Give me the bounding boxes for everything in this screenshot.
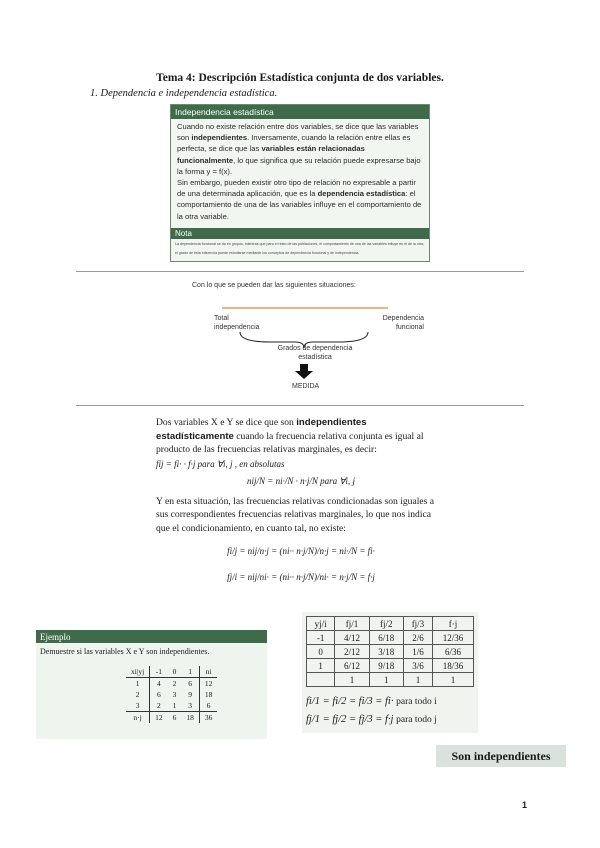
definition-paragraph-1: Cuando no existe relación entre dos variables, se dice que las variables son independientes. Inversamente, cuando la relación entre ellas es perfecta, se dice que las variables están relacionadas funcionalmente, lo que significa que su relación puede expresarse bajo la forma y = f(x). (177, 122, 421, 176)
table-cell: fj/3 (403, 617, 432, 631)
table-cell: 6 (150, 689, 168, 700)
table-cell: -1 (150, 666, 168, 678)
divider-bottom (76, 405, 524, 406)
table-cell: 1 (432, 673, 473, 687)
conditional-equality-i: fi/1 = fi/2 = fi/3 = fi· para todo i (306, 696, 437, 707)
diagram-intro: Con lo que se pueden dar las siguientes situaciones: (192, 282, 356, 289)
table-row (307, 631, 474, 645)
formula-fj-given-i: fj/i = nij/ni· = (ni·· n·j/N)/ni· = n·j/N = f·j (227, 571, 375, 582)
conditional-paragraph: Y en esta situación, las frecuencias relativas condicionadas son iguales a sus correspondientes frecuencias relativas marginales, lo que nos indica que el condicionamiento, en cuanto tal, no existe: (156, 495, 435, 534)
table-cell: xi|yj (126, 666, 150, 678)
table-cell: 1 (181, 666, 199, 678)
table-cell: yj/i (307, 617, 335, 631)
table-row (126, 689, 217, 700)
section-heading: 1. Dependencia e independencia estadística. (90, 88, 278, 99)
table-cell: 3 (172, 690, 177, 699)
conditional-frequency-panel (302, 612, 478, 733)
table-row (126, 678, 217, 690)
table-cell: 6/12 (335, 659, 369, 673)
table-cell: n·j (126, 712, 150, 724)
note-header: Nota (171, 228, 429, 239)
table-total-row (126, 712, 217, 724)
middle-label: Grados de dependencia estadística (277, 345, 353, 361)
table-header-row (307, 617, 474, 631)
table-cell: -1 (307, 631, 335, 645)
table-cell: 12 (150, 712, 168, 724)
table-cell: 36 (199, 712, 217, 724)
table-cell: 9 (188, 690, 193, 699)
table-cell: 2/6 (403, 631, 432, 645)
arrow-shaft (300, 364, 308, 372)
table-cell: ni (199, 666, 217, 678)
table-cell: 12/36 (432, 631, 473, 645)
conditional-frequency-table (306, 616, 474, 687)
contingency-table (126, 666, 217, 723)
page-number: 1 (522, 800, 528, 810)
table-cell: 6 (199, 700, 217, 712)
table-cell: 3/6 (403, 659, 432, 673)
divider-top (76, 271, 524, 272)
table-cell: 9/18 (369, 659, 403, 673)
definition-paragraph-2: Sin embargo, pueden existir otro tipo de relación no expresable a partir de una determinada aplicación, que es la dependencia estadística: el comportamiento de una de las variables influye en el comportamiento de la otra variable. (177, 178, 422, 221)
conditional-equality-j: fj/1 = fj/2 = fj/3 = f·j para todo j (306, 714, 437, 725)
definition-box-body (171, 119, 429, 226)
table-cell: 1 (403, 673, 432, 687)
table-cell: 18 (199, 689, 217, 700)
table-cell: fj/2 (369, 617, 403, 631)
table-cell: 6/18 (369, 631, 403, 645)
table-cell: 4/12 (335, 631, 369, 645)
arrow-down-icon (295, 371, 313, 379)
table-cell: 6 (188, 679, 193, 688)
table-cell: 1 (307, 659, 335, 673)
table-cell: 6 (168, 712, 182, 724)
table-row (307, 659, 474, 673)
formula-fi-given-j: fi/j = nij/n·j = (ni·· n·j/N)/n·j = ni·/N = fi· (227, 546, 375, 556)
table-cell: 1 (135, 679, 140, 688)
table-row (126, 700, 217, 712)
table-cell: 3 (188, 701, 193, 710)
note-body: La dependencia funcional se da en grupos, mientras que para el resto de las poblaciones, el comportamiento de una de las variables influye en el de la otra; el grado de esta influencia puede estudiarse mediante los conceptos de dependencia funcional y de independencia. (175, 241, 424, 255)
right-label: Dependencia funcional (382, 315, 424, 331)
table-cell (307, 673, 335, 687)
formula-fij: fij = fi· · f·j para ∀i, j , en absolutas (156, 458, 285, 469)
table-cell: fj/1 (335, 617, 369, 631)
page-title: Tema 4: Descripción Estadística conjunta de dos variables. (156, 72, 444, 84)
example-body (36, 643, 267, 739)
definition-box (170, 104, 430, 262)
dependency-diagram (200, 300, 410, 380)
table-cell: 0 (307, 645, 335, 659)
table-cell: 1/6 (403, 645, 432, 659)
table-cell: 3 (135, 701, 140, 710)
table-cell: 18/36 (432, 659, 473, 673)
example-prompt: Demuestre si las variables X e Y son independientes. (40, 647, 210, 656)
table-total-row (307, 673, 474, 687)
table-cell: 2/12 (335, 645, 369, 659)
table-cell: 2 (150, 700, 168, 712)
conclusion-badge: Son independientes (436, 745, 566, 767)
table-cell: 3/18 (369, 645, 403, 659)
table-cell: 4 (150, 678, 168, 690)
independence-definition: Dos variables X e Y se dice que son independientes estadísticamente cuando la frecuencia relativa conjunta es igual al producto de las frecuencias relativas marginales, es decir: (156, 417, 424, 455)
table-cell: 1 (335, 673, 369, 687)
table-header-row (126, 666, 217, 678)
formula-nij: nij/N = ni·/N · n·j/N para ∀i, j (247, 476, 355, 486)
independence-text (156, 416, 446, 584)
table-cell: 12 (199, 678, 217, 690)
table-cell: 1 (369, 673, 403, 687)
table-cell: f·j (432, 617, 473, 631)
table-cell: 6/36 (432, 645, 473, 659)
table-cell: 2 (172, 679, 177, 688)
table-row (307, 645, 474, 659)
table-cell: 18 (181, 712, 199, 724)
measure-label: MEDIDA (292, 383, 320, 390)
table-cell: 1 (172, 701, 177, 710)
table-cell: 0 (168, 666, 182, 678)
left-label: Total independencia (214, 315, 260, 331)
table-cell: 2 (135, 690, 140, 699)
example-header: Ejemplo (36, 630, 267, 644)
definition-box-header: Independencia estadística (171, 105, 429, 119)
